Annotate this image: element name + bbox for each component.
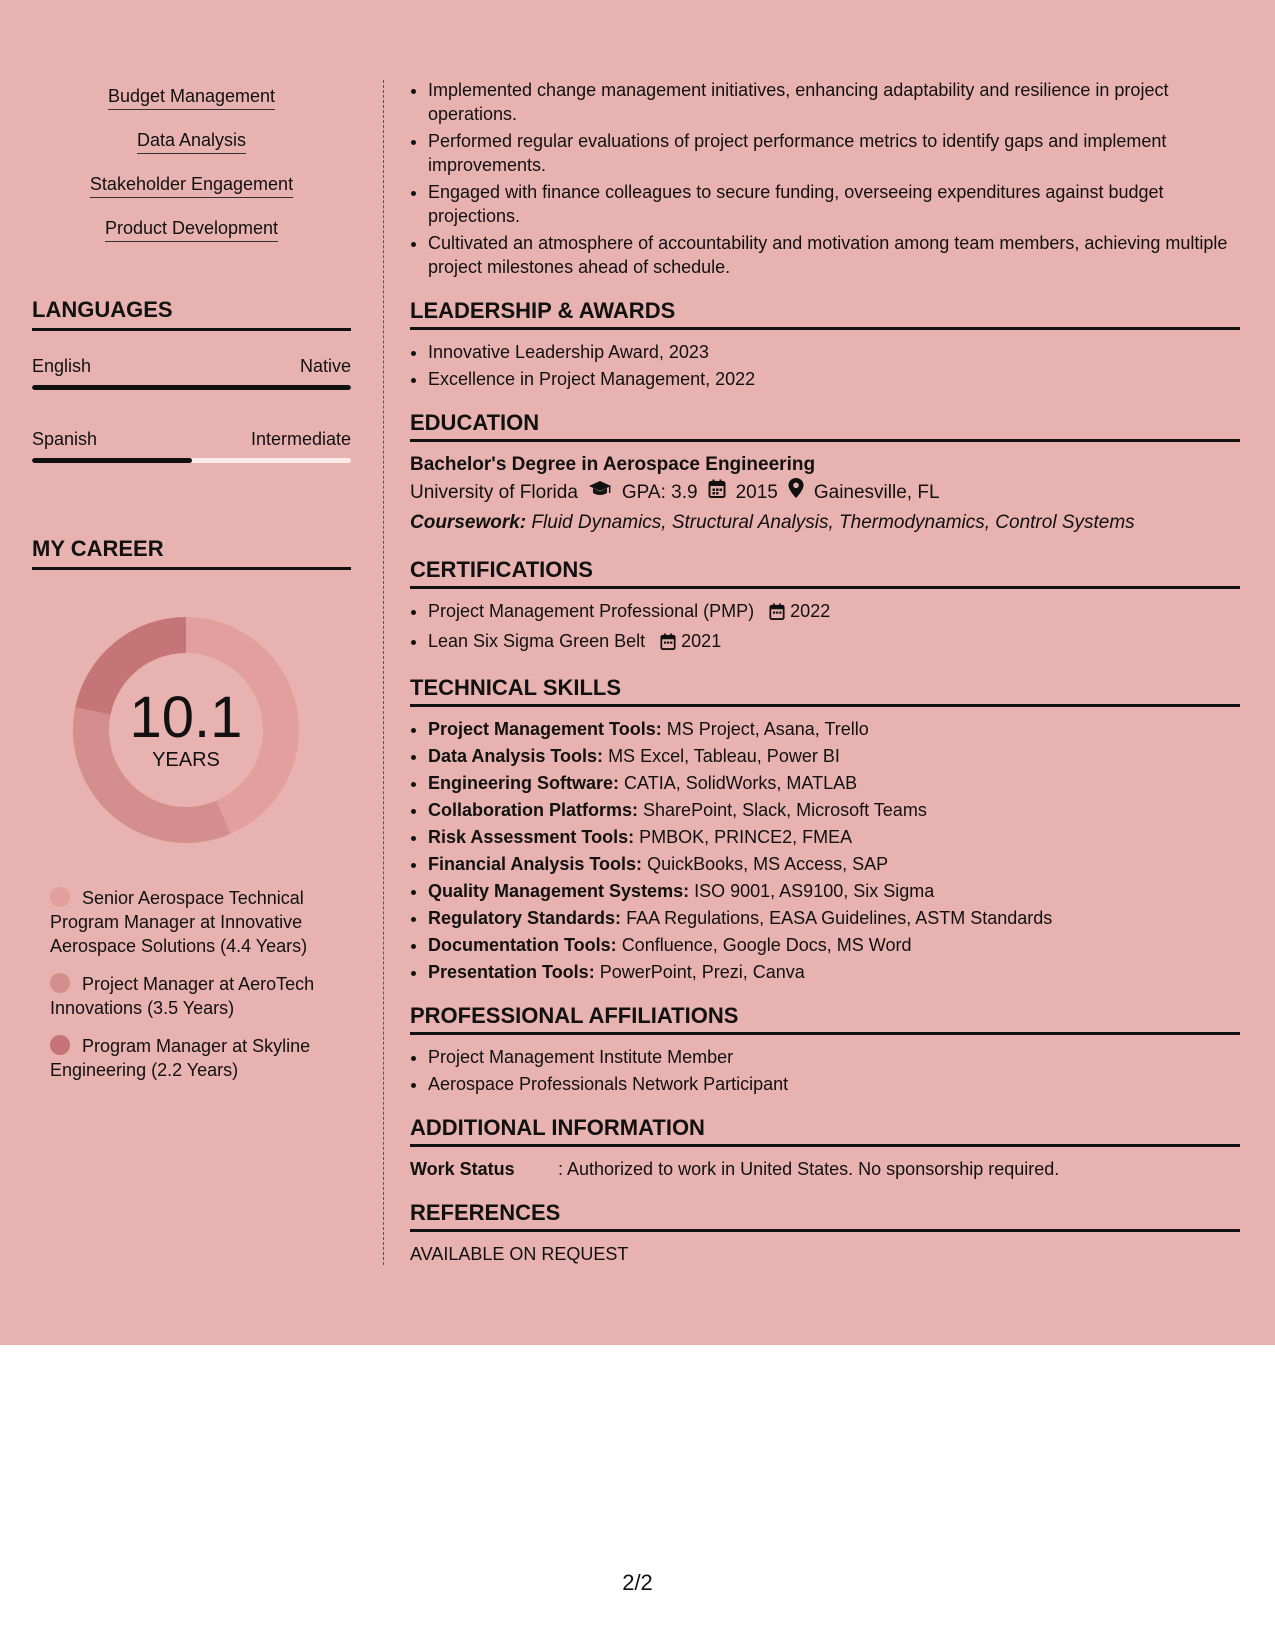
technical-skill-value: CATIA, SolidWorks, MATLAB: [624, 773, 858, 793]
work-status-row: [410, 1157, 1240, 1181]
technical-skill-value: MS Excel, Tableau, Power BI: [608, 746, 840, 766]
education-gpa: GPA: 3.9: [621, 482, 698, 503]
technical-skill-value: QuickBooks, MS Access, SAP: [647, 854, 889, 874]
career-total: 10.1: [129, 685, 243, 750]
technical-skills-title: TECHNICAL SKILLS: [410, 674, 1240, 707]
technical-skill-label: Data Analysis Tools:: [428, 746, 604, 766]
career-donut-center: [66, 610, 306, 850]
career-unit: YEARS: [152, 749, 220, 771]
references-section: [410, 1199, 1240, 1266]
technical-skill-label: Quality Management Systems:: [428, 881, 690, 901]
language-row: [32, 355, 351, 377]
education-degree: Bachelor's Degree in Aerospace Engineering: [410, 454, 816, 475]
education-coursework: [410, 508, 1240, 538]
language-level: Native: [299, 356, 351, 376]
language-name: Spanish: [32, 429, 98, 449]
technical-skill-item: [428, 744, 1240, 768]
technical-skill-item: [428, 825, 1240, 849]
technical-skills-section: [410, 674, 1240, 984]
additional-section: [410, 1114, 1240, 1181]
technical-skill-item: [428, 717, 1240, 741]
right-column: [410, 78, 1240, 1266]
education-meta: [410, 478, 1240, 508]
certification-name: Project Management Professional (PMP): [428, 601, 755, 621]
references-text: AVAILABLE ON REQUEST: [410, 1244, 629, 1264]
career-item: [50, 1034, 340, 1082]
languages-section: [32, 296, 351, 463]
skill-list: [32, 84, 351, 260]
work-status-label: Work Status: [410, 1159, 515, 1179]
affiliation-item: • Project Management Institute Member: [428, 1045, 1240, 1069]
language-row: [32, 428, 351, 450]
career-donut: [66, 610, 306, 850]
graduation-cap-icon: [588, 478, 612, 508]
affiliations-section: [410, 1002, 1240, 1096]
technical-skill-item: [428, 771, 1240, 795]
affiliation-item: • Aerospace Professionals Network Participant: [428, 1072, 1240, 1096]
technical-skill-label: Project Management Tools:: [428, 719, 662, 739]
language-level: Intermediate: [250, 429, 351, 449]
work-status-value: : Authorized to work in United States. No sponsorship required.: [558, 1159, 1060, 1179]
left-column: [32, 84, 351, 1096]
page-number: 2/2: [622, 1570, 653, 1595]
career-label: Program Manager at Skyline Engineering (2.2 Years): [50, 1036, 311, 1080]
calendar-icon: [769, 602, 785, 626]
career-item: [50, 886, 340, 958]
technical-skill-item: [428, 960, 1240, 984]
affiliations-title: PROFESSIONAL AFFILIATIONS: [410, 1002, 1240, 1035]
education-title: EDUCATION: [410, 409, 1240, 442]
certification-item: [428, 629, 1240, 656]
skill-tag: Stakeholder Engagement: [90, 172, 293, 198]
technical-skill-value: SharePoint, Slack, Microsoft Teams: [643, 800, 927, 820]
technical-skill-value: ISO 9001, AS9100, Six Sigma: [694, 881, 935, 901]
language-bar-fill: [32, 458, 192, 463]
language-bar: [32, 458, 351, 463]
language-name: English: [32, 356, 92, 376]
skill-tag: Product Development: [105, 216, 278, 242]
career-dot: [50, 887, 70, 907]
technical-skill-label: Documentation Tools:: [428, 935, 617, 955]
education-section: [410, 409, 1240, 538]
technical-skill-value: Confluence, Google Docs, MS Word: [621, 935, 912, 955]
references-title: REFERENCES: [410, 1199, 1240, 1232]
column-divider: [383, 80, 384, 1265]
award-item: • Innovative Leadership Award, 2023: [428, 340, 1240, 364]
technical-skill-value: MS Project, Asana, Trello: [666, 719, 869, 739]
awards-title: LEADERSHIP & AWARDS: [410, 297, 1240, 330]
career-dot: [50, 1035, 70, 1055]
education-year: 2015: [735, 482, 778, 503]
career-label: Senior Aerospace Technical Program Manager at Innovative Aerospace Solutions (4.4 Years): [50, 888, 308, 956]
experience-bullet: • Implemented change management initiatives, enhancing adaptability and resilience in project operations.: [428, 78, 1240, 126]
experience-bullet: • Cultivated an atmosphere of accountability and motivation among team members, achieving multiple project milestones ahead of schedule.: [428, 231, 1240, 279]
technical-skill-label: Presentation Tools:: [428, 962, 595, 982]
technical-skill-label: Collaboration Platforms:: [428, 800, 639, 820]
technical-skill-item: [428, 933, 1240, 957]
career-list: [32, 886, 340, 1082]
calendar-icon: [708, 478, 726, 508]
calendar-icon: [660, 632, 676, 656]
career-label: Project Manager at AeroTech Innovations (3.5 Years): [50, 974, 315, 1018]
certifications-section: [410, 556, 1240, 656]
technical-skill-label: Risk Assessment Tools:: [428, 827, 635, 847]
languages-title: LANGUAGES: [32, 296, 351, 331]
certification-year: 2022: [790, 601, 831, 621]
technical-skill-value: PowerPoint, Prezi, Canva: [599, 962, 805, 982]
certification-year: 2021: [681, 631, 722, 651]
certification-name: Lean Six Sigma Green Belt: [428, 631, 646, 651]
certifications-title: CERTIFICATIONS: [410, 556, 1240, 589]
certification-item: [428, 599, 1240, 626]
coursework-label: Coursework:: [410, 512, 527, 533]
experience-bullets: [410, 78, 1240, 279]
career-title: MY CAREER: [32, 535, 351, 570]
technical-skill-label: Engineering Software:: [428, 773, 620, 793]
career-section: [32, 535, 351, 1082]
awards-section: [410, 297, 1240, 391]
technical-skill-item: [428, 798, 1240, 822]
skill-tag: Data Analysis: [137, 128, 246, 154]
language-bar-fill: [32, 385, 351, 390]
location-pin-icon: [788, 478, 804, 508]
technical-skill-value: FAA Regulations, EASA Guidelines, ASTM Standards: [626, 908, 1053, 928]
skill-tag: Budget Management: [108, 84, 275, 110]
award-item: • Excellence in Project Management, 2022: [428, 367, 1240, 391]
education-school: University of Florida: [410, 482, 578, 503]
technical-skill-value: PMBOK, PRINCE2, FMEA: [639, 827, 853, 847]
technical-skill-item: [428, 906, 1240, 930]
additional-title: ADDITIONAL INFORMATION: [410, 1114, 1240, 1147]
experience-bullet: • Engaged with finance colleagues to secure funding, overseeing expenditures against budget projections.: [428, 180, 1240, 228]
education-location: Gainesville, FL: [813, 482, 940, 503]
technical-skill-label: Regulatory Standards:: [428, 908, 622, 928]
technical-skill-item: [428, 852, 1240, 876]
experience-bullet: • Performed regular evaluations of project performance metrics to identify gaps and implement improvements.: [428, 129, 1240, 177]
technical-skill-item: [428, 879, 1240, 903]
technical-skill-label: Financial Analysis Tools:: [428, 854, 643, 874]
coursework-list: Fluid Dynamics, Structural Analysis, Thermodynamics, Control Systems: [531, 512, 1135, 533]
career-item: [50, 972, 340, 1020]
career-dot: [50, 973, 70, 993]
language-bar: [32, 385, 351, 390]
